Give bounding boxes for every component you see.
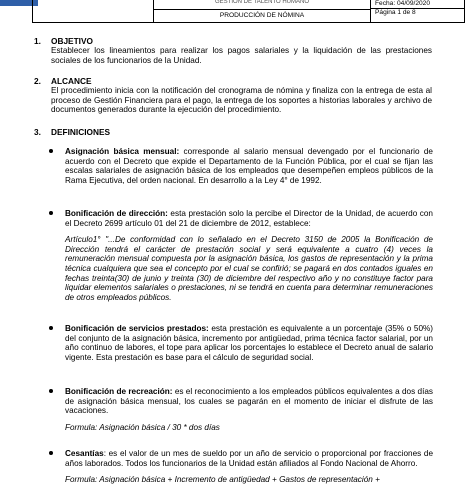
section-heading: 1. OBJETIVO	[34, 36, 93, 46]
definition-text: Bonificación de servicios prestados: esta prestación es equivalente a un porcentaje (35% o 50%) del conjunto de la asignación básica, incremento por antigüedad, prima técnica factor salarial, por un año continuo de labores, el tope para aplicar los porcentajes lo establece el Decreto anual de salario vigente. Esta prestación es base para el cálculo de seguridad social.	[65, 324, 434, 362]
section-alcance	[34, 76, 432, 115]
bullet-icon	[49, 451, 53, 455]
section-heading: 3. DEFINICIONES	[34, 127, 111, 137]
document-header	[0, 0, 465, 22]
definition-text: Cesantías: es el valor de un mes de sueldo por un año de servicio o proporcional por fracciones de años laborados. Todos los funcionarios de la Unidad están afiliados al Fondo Nacional de Ahorro.	[65, 449, 433, 468]
definition-text: Bonificación de recreación: es el reconocimiento a los empleados públicos equivalentes a dos días de asignación básica mensual, los cuales se pagarán en el momento de iniciar el disfrute de las vacaciones.	[65, 387, 433, 416]
definition-item	[53, 324, 433, 362]
definition-formula: Formula: Asignación básica + Incremento de antigüedad + Gastos de representación +	[65, 475, 380, 485]
definition-item	[53, 449, 433, 485]
definition-text: Asignación básica mensual: corresponde al salario mensual devengado por el funcionario de acuerdo con el Decreto que expide el Departamento de la Función Pública, por el cual se fijan las escalas salariales de asignación básica de los empleados que desempeñen empleos públicos de la Rama Ejecutiva, del orden nacional. En desarrollo a la Ley 4° de 1992.	[65, 147, 433, 185]
section-heading: 2. ALCANCE	[34, 76, 92, 86]
header-fecha: Fecha: 04/09/2020	[371, 0, 464, 9]
header-pagina: Página 1 de 8	[375, 9, 416, 16]
section-objetivo	[34, 36, 432, 65]
header-title-cell	[153, 0, 371, 23]
definition-quote: Artículo1° "...De conformidad con lo señalado en el Decreto 3150 de 2005 la Bonificación de Dirección tendrá el carácter de prestación social y será equivalente a cuatro (4) veces la remuneración mensual compuesta por la asignación básica, los gastos de representación y la prima técnica cualquiera que sea el concepto por el cual se confirió; se pagará en dos contados iguales en fechas treinta(30) de junio y treinta (30) de diciembre del respectivo año y no constituye factor para liquidar elementos salariales o prestaciones, ni se tendrá en cuenta para determinar remuneraciones de otros empleados públicos.	[65, 235, 433, 302]
header-meta-cell	[370, 0, 465, 23]
definition-text: Bonificación de dirección: esta prestación solo la percibe el Director de la Unidad, de acuerdo con el Decreto 2699 artículo 01 del 21 de diciembre de 2012, establece:	[65, 209, 433, 228]
section-text: Establecer los lineamientos para realizar los pagos salariales y la liquidación de las prestaciones sociales de los funcionarios de la Unidad.	[51, 46, 432, 65]
header-left-cell	[32, 0, 154, 23]
bullet-icon	[49, 389, 53, 393]
bullet-icon	[49, 211, 53, 215]
section-definiciones	[34, 127, 432, 137]
definition-item	[53, 209, 433, 302]
definition-formula: Formula: Asignación básica / 30 * dos días	[65, 422, 220, 432]
section-text: El procedimiento inicia con la notificación del cronograma de nómina y finaliza con la entrega de esta al proceso de Gestión Financiera para el pago, la entrega de los soportes a historias laborales y archivo de documentos generados durante la ejecución del procedimiento.	[51, 86, 432, 115]
header-process: GESTIÓN DE TALENTO HUMANO	[214, 0, 309, 5]
bullet-icon	[49, 149, 53, 153]
definition-item	[53, 147, 433, 185]
bullet-icon	[49, 326, 53, 330]
definition-item	[53, 387, 433, 432]
header-title: PRODUCCIÓN DE NÓMINA	[154, 9, 370, 19]
